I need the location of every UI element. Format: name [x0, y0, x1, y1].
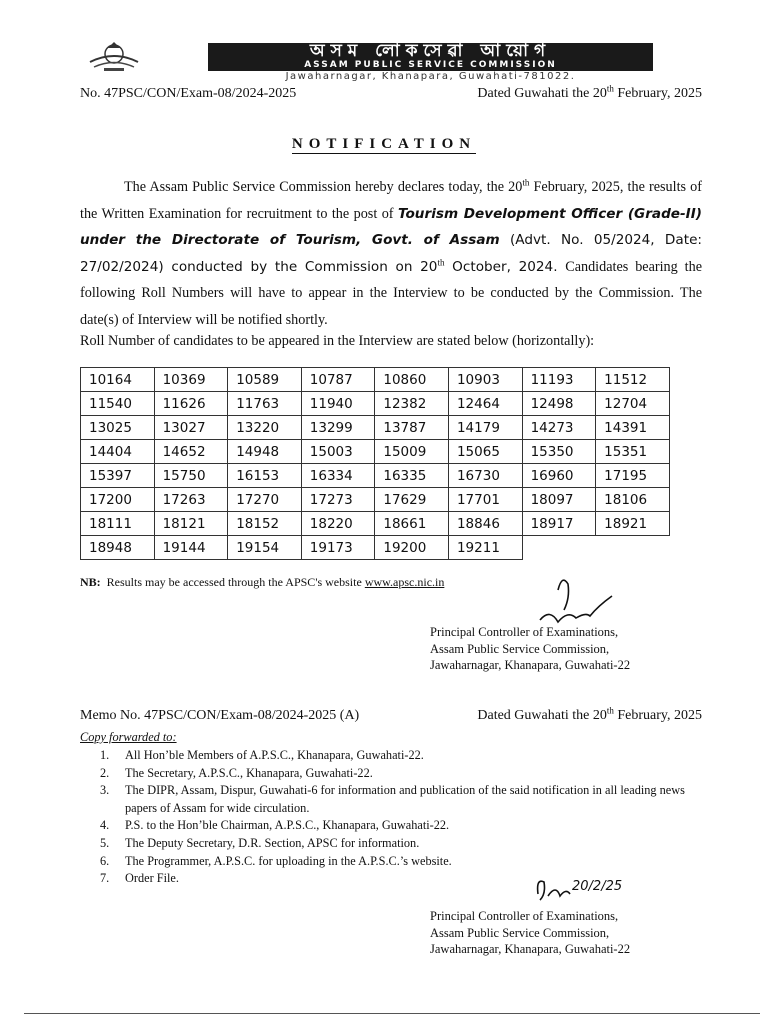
- roll-number-cell: 16334: [301, 464, 375, 488]
- list-item-number: 6.: [100, 853, 110, 868]
- roll-number-cell: 10903: [448, 368, 522, 392]
- roll-number-cell: 19173: [301, 536, 375, 560]
- roll-number-cell: 10164: [81, 368, 155, 392]
- nb-note: NB: Results may be accessed through the APSC's website www.apsc.nic.in: [80, 575, 445, 589]
- org-address: Jawaharnagar, Khanapara, Guwahati-781022.: [285, 71, 576, 82]
- reference-date: Dated Guwahati the 20th February, 2025: [477, 83, 702, 101]
- list-item-number: 1.: [100, 748, 110, 762]
- table-row: [81, 368, 670, 392]
- table-row: [81, 488, 670, 512]
- roll-number-table: [80, 367, 670, 560]
- org-name-english: ASSAM PUBLIC SERVICE COMMISSION: [304, 60, 557, 70]
- table-row: [81, 392, 670, 416]
- roll-number-cell: 11940: [301, 392, 375, 416]
- roll-number-cell: 18121: [154, 512, 228, 536]
- roll-number-cell: 11763: [228, 392, 302, 416]
- roll-number-cell: 14404: [81, 440, 155, 464]
- list-item-text: P.S. to the Hon’ble Chairman, A.P.S.C., Khanapara, Guwahati-22.: [125, 818, 450, 833]
- roll-number-cell: 18921: [596, 512, 670, 536]
- list-item-text: Order File.: [125, 871, 179, 886]
- roll-intro: Roll Number of candidates to be appeared in the Interview are stated below (horizontally):: [80, 333, 595, 349]
- roll-number-cell: 17200: [81, 488, 155, 512]
- roll-number-cell: 10369: [154, 368, 228, 392]
- org-name-bengali: অসম লোকসেৱা আয়োগ: [309, 41, 552, 61]
- roll-number-cell: 11193: [522, 368, 596, 392]
- list-item: [100, 835, 704, 853]
- list-item: [100, 782, 704, 817]
- roll-number-cell: 19211: [448, 536, 522, 560]
- roll-number-cell: 19144: [154, 536, 228, 560]
- roll-number-cell: 18846: [448, 512, 522, 536]
- copy-forwarded-title: Copy forwarded to:: [80, 730, 177, 744]
- roll-number-cell: 16960: [522, 464, 596, 488]
- list-item-number: 7.: [100, 871, 110, 886]
- roll-number-cell: 16153: [228, 464, 302, 488]
- signatory-designation: Principal Controller of Examinations, Assam Public Service Commission, Jawaharnagar, Khanapara, Guwahati-22: [430, 909, 631, 956]
- roll-number-cell: 10589: [228, 368, 302, 392]
- notification-body: The Assam Public Service Commission hereby declares today, the 20th February, 2025, the results of the Written Examination for recruitment to the post of Tourism Development Officer (Grade-II) under the Directorate of Tourism, Govt. of Assam (Advt. No. 05/2024, Date: 27/02/2024) conducted by the Commission on 20th October, 2024. Candidates bearing the following Roll Numbers will have to appear in the Interview to be conducted by the Commission. The date(s) of Interview will be notified shortly.: [80, 177, 703, 328]
- roll-number-cell: 15350: [522, 440, 596, 464]
- roll-number-cell: 13025: [81, 416, 155, 440]
- roll-number-cell: 10787: [301, 368, 375, 392]
- roll-number-cell: 13027: [154, 416, 228, 440]
- roll-number-cell: 18948: [81, 536, 155, 560]
- signatory-designation: Principal Controller of Examinations, Assam Public Service Commission, Jawaharnagar, Khanapara, Guwahati-22: [430, 625, 631, 672]
- empty-cell: [596, 536, 670, 560]
- roll-number-cell: 16335: [375, 464, 449, 488]
- roll-number-cell: 15351: [596, 440, 670, 464]
- list-item-number: 4.: [100, 818, 110, 833]
- roll-number-cell: 12464: [448, 392, 522, 416]
- roll-number-cell: 14179: [448, 416, 522, 440]
- roll-number-cell: 15750: [154, 464, 228, 488]
- roll-number-cell: 18111: [81, 512, 155, 536]
- table-row: [81, 536, 670, 560]
- roll-number-cell: 15065: [448, 440, 522, 464]
- roll-number-cell: 14273: [522, 416, 596, 440]
- table-row: [81, 512, 670, 536]
- roll-number-cell: 16730: [448, 464, 522, 488]
- emblem-icon: [82, 40, 146, 74]
- roll-number-cell: 11626: [154, 392, 228, 416]
- list-item: [100, 765, 704, 783]
- roll-number-cell: 13220: [228, 416, 302, 440]
- memo-number: Memo No. 47PSC/CON/Exam-08/2024-2025 (A): [80, 708, 360, 723]
- dated-signature: [530, 860, 640, 910]
- roll-number-cell: 12704: [596, 392, 670, 416]
- roll-number-cell: 12498: [522, 392, 596, 416]
- list-item: [100, 817, 704, 835]
- roll-number-cell: 10860: [375, 368, 449, 392]
- list-item-number: 5.: [100, 835, 110, 850]
- roll-number-cell: 15009: [375, 440, 449, 464]
- table-row: [81, 440, 670, 464]
- list-item-number: 3.: [100, 783, 110, 798]
- roll-number-cell: 19154: [228, 536, 302, 560]
- list-item-text: The DIPR, Assam, Dispur, Guwahati-6 for information and publication of the said notification in all leading news papers of Assam for wide circulation.: [125, 783, 685, 815]
- page-title: NOTIFICATION: [291, 136, 477, 152]
- roll-number-cell: 18106: [596, 488, 670, 512]
- roll-number-cell: 11512: [596, 368, 670, 392]
- roll-number-cell: 17701: [448, 488, 522, 512]
- table-row: [81, 416, 670, 440]
- empty-cell: [522, 536, 596, 560]
- roll-number-cell: 14652: [154, 440, 228, 464]
- roll-number-cell: 17263: [154, 488, 228, 512]
- roll-number-cell: 13299: [301, 416, 375, 440]
- roll-number-cell: 15003: [301, 440, 375, 464]
- header-banner: [208, 43, 653, 71]
- footer-divider: [24, 1013, 760, 1014]
- list-item-text: The Secretary, A.P.S.C., Khanapara, Guwahati-22.: [125, 765, 373, 780]
- roll-number-cell: 15397: [81, 464, 155, 488]
- roll-number-cell: 17270: [228, 488, 302, 512]
- post-name: Tourism Development Officer (Grade-II) under the Directorate of Tourism, Govt. of Assam: [80, 205, 702, 248]
- roll-number-cell: 17195: [596, 464, 670, 488]
- table-row: [81, 464, 670, 488]
- list-item-number: 2.: [100, 765, 110, 780]
- roll-number-cell: 17273: [301, 488, 375, 512]
- roll-number-cell: 17629: [375, 488, 449, 512]
- roll-number-cell: 14948: [228, 440, 302, 464]
- list-item-text: The Programmer, A.P.S.C. for uploading in the A.P.S.C.’s website.: [125, 853, 452, 868]
- roll-number-cell: 18917: [522, 512, 596, 536]
- roll-number-cell: 18097: [522, 488, 596, 512]
- list-item: [100, 747, 704, 765]
- roll-number-cell: 12382: [375, 392, 449, 416]
- roll-number-cell: 19200: [375, 536, 449, 560]
- roll-number-cell: 18152: [228, 512, 302, 536]
- list-item-text: The Deputy Secretary, D.R. Section, APSC for information.: [125, 835, 420, 850]
- signature-date: 20/2/25: [572, 879, 623, 894]
- list-item-text: All Hon’ble Members of A.P.S.C., Khanapara, Guwahati-22.: [125, 748, 424, 762]
- roll-number-cell: 14391: [596, 416, 670, 440]
- memo-date: Dated Guwahati the 20th February, 2025: [477, 705, 702, 723]
- roll-number-cell: 11540: [81, 392, 155, 416]
- roll-number-cell: 13787: [375, 416, 449, 440]
- reference-number: No. 47PSC/CON/Exam-08/2024-2025: [80, 86, 297, 101]
- roll-number-cell: 18220: [301, 512, 375, 536]
- roll-number-cell: 18661: [375, 512, 449, 536]
- apsc-website-link[interactable]: www.apsc.nic.in: [364, 575, 445, 589]
